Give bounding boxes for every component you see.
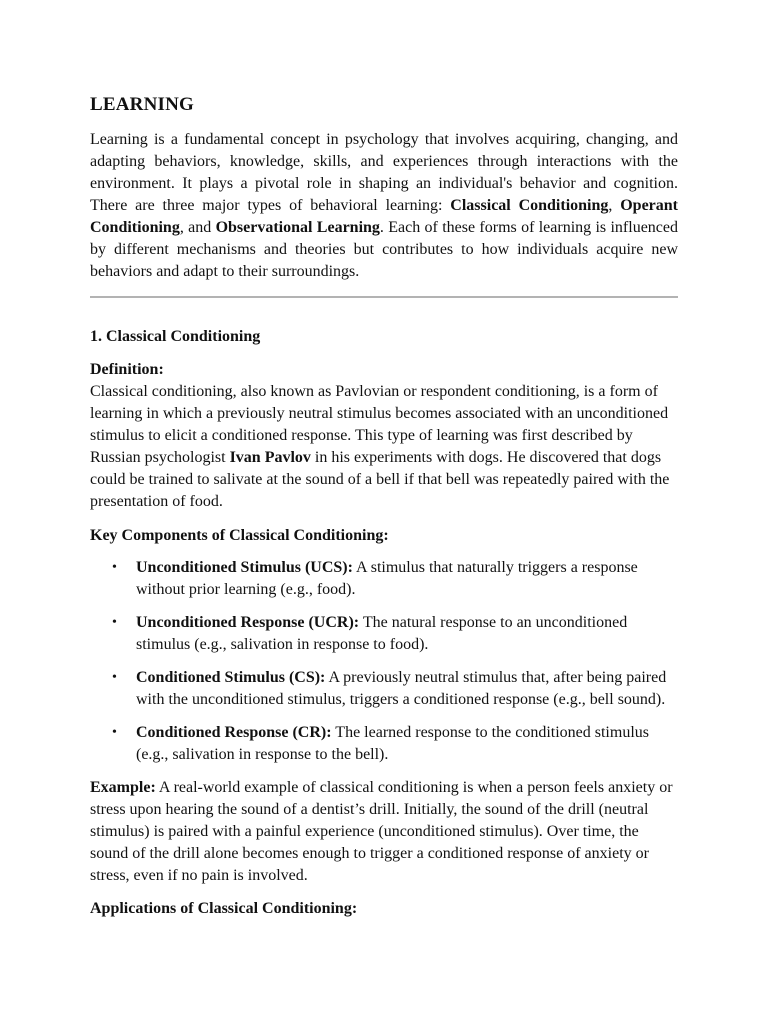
definition-paragraph [90, 381, 678, 513]
list-item [90, 557, 678, 601]
definition-text-1: Classical conditioning, also known as Pavlovian or respondent conditioning, is a form of learning in which a previously neutral stimulus becomes associated with an unconditioned stimulus to elicit a conditioned response. This type of learning was first described by Russian psychologist [90, 383, 669, 466]
intro-separator-1: , [608, 197, 621, 214]
section-divider [90, 296, 678, 298]
bullet-icon: • [112, 670, 117, 685]
intro-term-observational: Observational Learning [215, 219, 380, 236]
key-components-heading: Key Components of Classical Conditioning: [90, 527, 389, 544]
example-text: A real-world example of classical conditioning is when a person feels anxiety or stress upon hearing the sound of a dentist’s drill. Initially, the sound of the drill (neutral stimulus) is paired with a painful experience (unconditioned stimulus). Over time, the sound of the drill alone becomes enough to trigger a conditioned response of anxiety or stress, even if no pain is involved. [90, 779, 673, 884]
component-term: Conditioned Stimulus (CS): [136, 669, 326, 686]
intro-term-operant: Operant Conditioning [90, 197, 679, 236]
page-title: LEARNING [90, 94, 195, 115]
component-text: The natural response to an unconditioned stimulus (e.g., salivation in response to food). [136, 614, 628, 653]
intro-term-classical: Classical Conditioning [450, 197, 609, 214]
component-text: A previously neutral stimulus that, after being paired with the unconditioned stimulus, triggers a conditioned response (e.g., bell sound). [136, 669, 667, 708]
applications-heading: Applications of Classical Conditioning: [90, 900, 358, 917]
example-paragraph [90, 777, 678, 887]
list-item [90, 667, 678, 711]
definition-label: Definition: [90, 361, 164, 378]
intro-text-2: . Each of these forms of learning is influenced by different mechanisms and theories but contributes to how individuals acquire new behaviors and adapt to their surroundings. [90, 219, 678, 280]
component-term: Unconditioned Response (UCR): [136, 614, 360, 631]
bullet-icon: • [112, 725, 117, 740]
definition-name-pavlov: Ivan Pavlov [229, 449, 311, 466]
intro-text-1: Learning is a fundamental concept in psychology that involves acquiring, changing, and adapting behaviors, knowledge, skills, and experiences through interactions with the environment. It plays a pivotal role in shaping an individual's behavior and cognition. There are three major types of behavioral learning: [90, 131, 678, 214]
intro-paragraph [90, 129, 678, 283]
bullet-icon: • [112, 615, 117, 630]
example-label: Example: [90, 779, 156, 796]
component-text: The learned response to the conditioned stimulus (e.g., salivation in response to the bell). [136, 724, 649, 763]
definition-text-2: in his experiments with dogs. He discovered that dogs could be trained to salivate at the sound of a bell if that bell was repeatedly paired with the presentation of food. [90, 449, 670, 510]
component-term: Conditioned Response (CR): [136, 724, 332, 741]
intro-separator-2: , and [179, 219, 216, 236]
component-text: A stimulus that naturally triggers a response without prior learning (e.g., food). [136, 559, 638, 598]
list-item [90, 722, 678, 766]
section-heading: 1. Classical Conditioning [90, 328, 261, 345]
bullet-icon: • [112, 560, 117, 575]
component-term: Unconditioned Stimulus (UCS): [136, 559, 353, 576]
list-item [90, 612, 678, 656]
key-components-list [90, 557, 678, 777]
